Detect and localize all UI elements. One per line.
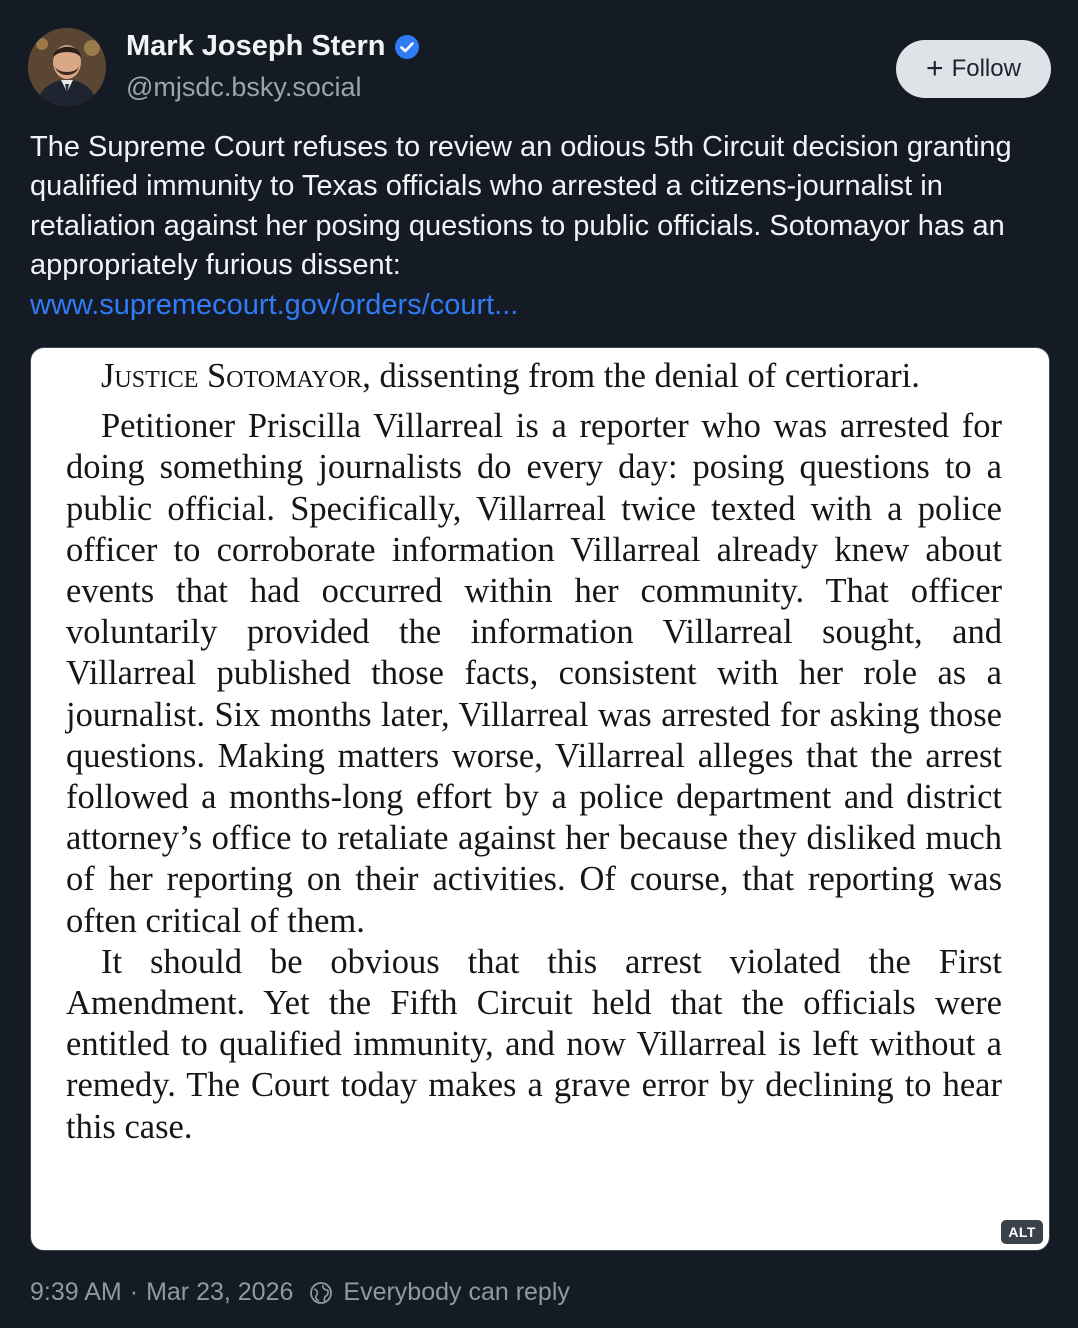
author-name-text: Mark Joseph Stern [126,30,386,62]
post-date: Mar 23, 2026 [146,1278,294,1306]
dissent-paragraph-2: It should be obvious that this arrest violated the First Amendment. Yet the Fifth Circuit held that the officials were entitled to qualified immunity, and now Villarreal is left without a remedy. The Court today makes a grave error by declining to hear this case. [66,942,1002,1146]
author-display-name[interactable] [126,30,419,63]
post-footer [30,1278,570,1307]
follow-button-label: Follow [951,55,1021,82]
author-handle[interactable]: @mjsdc.bsky.social [126,72,362,102]
dissent-paragraph-1: Petitioner Priscilla Villarreal is a reporter who was arrested for doing something journalists do every day: posing questions to a public official. Specifically, Villarreal twice texted with a police officer to corroborate information Villarreal already knew about events that had occurred within her community. That officer voluntarily provided the information Villarreal sought, and Villarreal published those facts, consistent with her role as a journalist. Six months later, Villarreal was arrested for asking those questions. Making matters worse, Villarreal alleges that the arrest followed a months-long effort by a police department and district attorney’s office to retaliate against her because they disliked much of her reporting on their activities. Of course, that reporting was often critical of them. [66,407,1002,940]
post-link[interactable]: www.supremecourt.gov/orders/court... [30,288,519,321]
post-body [30,128,1050,325]
alt-text-button[interactable]: ALT [1001,1220,1043,1244]
reply-setting[interactable]: Everybody can reply [343,1278,570,1306]
post-time: 9:39 AM [30,1278,122,1306]
heading-rest: , dissenting from the denial of certiorari. [362,357,920,395]
footer-separator: · [129,1278,139,1306]
reply-globe-icon [309,1281,333,1305]
avatar[interactable] [28,28,106,106]
post-text: The Supreme Court refuses to review an odious 5th Circuit decision granting qualified immunity to Texas officials who arrested a citizens-journalist in retaliation against her posing questions to public officials. Sotomayor has an appropriately furious dissent: [30,131,1012,282]
verified-badge-icon [395,35,419,59]
justice-name: Justice Sotomayor [101,357,363,395]
embedded-image[interactable] [30,347,1050,1251]
follow-button[interactable] [896,40,1051,98]
dissent-heading [66,356,1002,397]
avatar-portrait-icon [28,28,106,106]
dissent-document [66,356,1002,1148]
plus-icon: + [926,52,944,85]
